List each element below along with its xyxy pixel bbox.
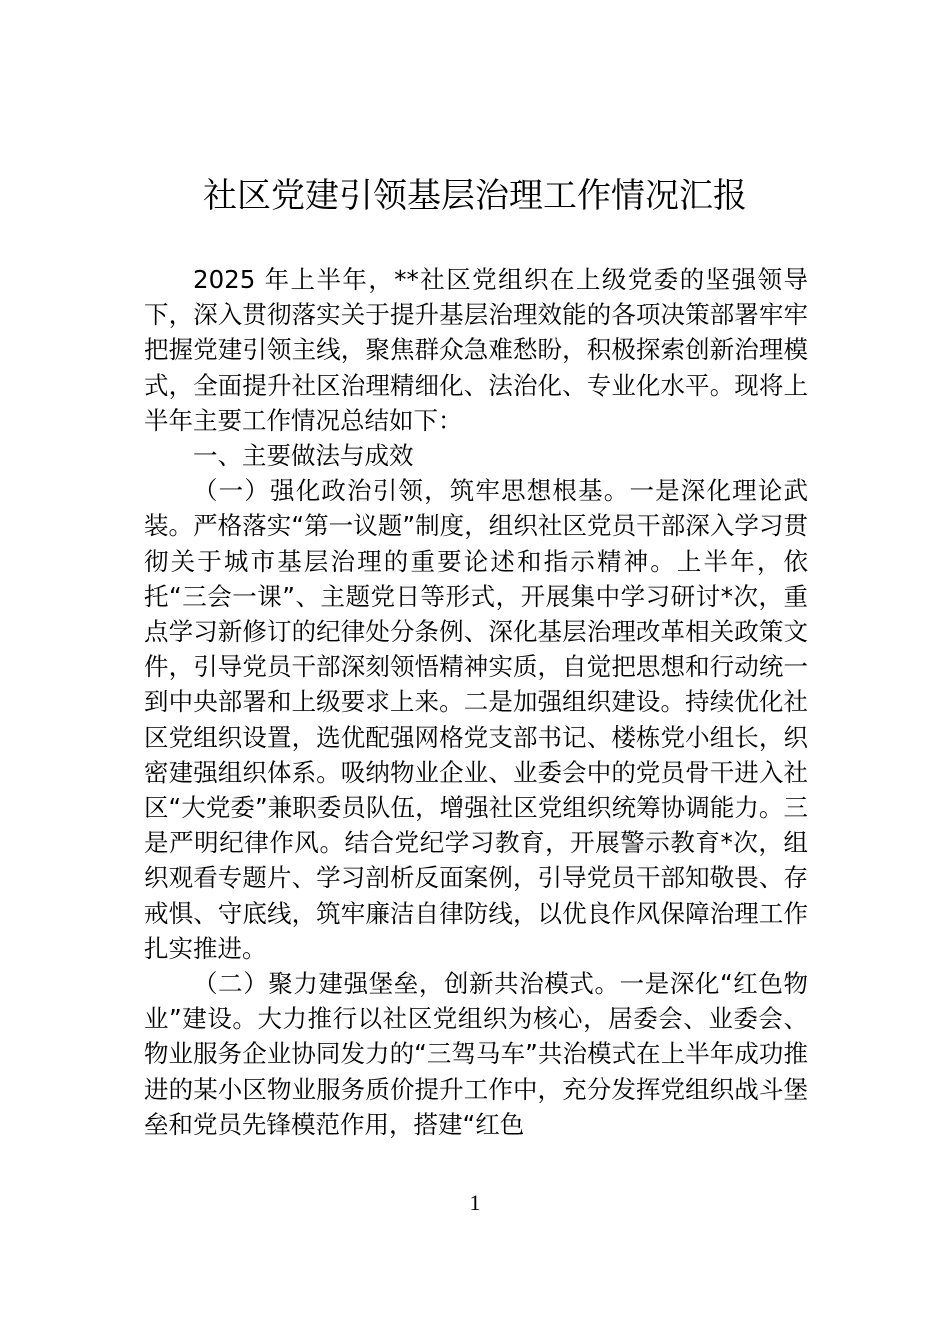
section-heading: 一、主要做法与成效 bbox=[193, 441, 414, 471]
document-body bbox=[144, 262, 808, 1142]
intro-paragraph: 2025 年上半年，**社区党组织在上级党委的坚强领导下，深入贯彻落实关于提升基层治理效能的各项决策部署牢牢把握党建引领主线，聚焦群众急难愁盼，积极探索创新治理模式，全面提升社区治理精细化、法治化、专业化水平。现将上半年主要工作情况总结如下： bbox=[144, 265, 808, 435]
page-number: 1 bbox=[469, 1190, 481, 1215]
subsection-2-paragraph: （二）聚力建强堡垒，创新共治模式。一是深化“红色物业”建设。大力推行以社区党组织为核心，居委会、业委会、物业服务企业协同发力的“三驾马车”共治模式在上半年成功推进的某小区物业服务质价提升工作中，充分发挥党组织战斗堡垒和党员先锋模范作用，搭建“红色 bbox=[144, 969, 808, 1139]
document-title: 社区党建引领基层治理工作情况汇报 bbox=[203, 176, 747, 216]
subsection-1-paragraph: （一）强化政治引领，筑牢思想根基。一是深化理论武装。严格落实“第一议题”制度，组织社区党员干部深入学习贯彻关于城市基层治理的重要论述和指示精神。上半年，依托“三会一课”、主题党日等形式，开展集中学习研讨*次，重点学习新修订的纪律处分条例、深化基层治理改革相关政策文件，引导党员干部深刻领悟精神实质，自觉把思想和行动统一到中央部署和上级要求上来。二是加强组织建设。持续优化社区党组织设置，选优配强网格党支部书记、楼栋党小组长，织密建强组织体系。吸纳物业企业、业委会中的党员骨干进入社区“大党委”兼职委员队伍，增强社区党组织统筹协调能力。三是严明纪律作风。结合党纪学习教育，开展警示教育*次，组织观看专题片、学习剖析反面案例，引导党员干部知敬畏、存戒惧、守底线，筑牢廉洁自律防线，以优良作风保障治理工作扎实推进。 bbox=[144, 476, 808, 963]
